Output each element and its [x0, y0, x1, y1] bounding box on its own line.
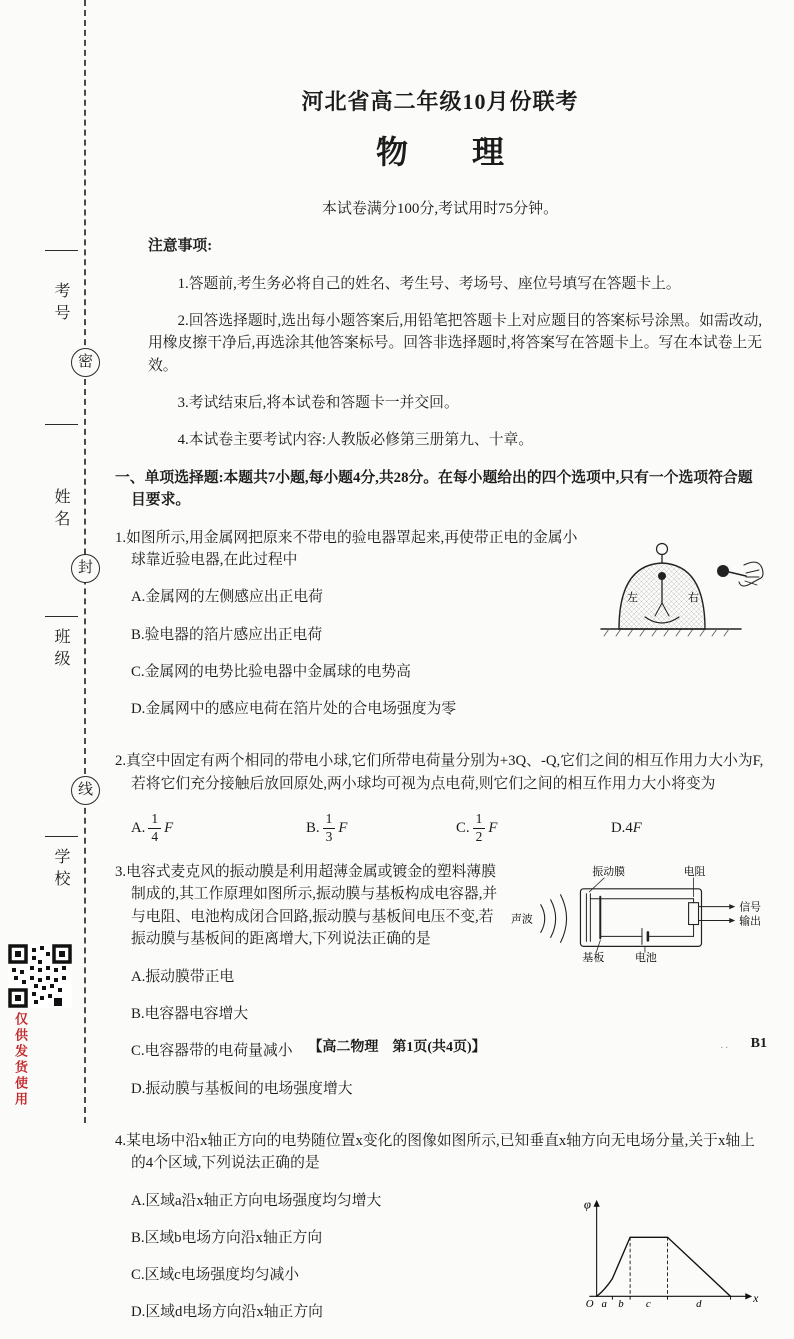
figure-label-membrane: 振动膜: [592, 865, 626, 878]
charged-ball-icon: [717, 565, 729, 577]
note-item: 4.本试卷主要考试内容:人教版必修第三册第九、十章。: [177, 432, 534, 449]
figure-label-right: 右: [688, 591, 699, 604]
question-stem: 3.电容式麦克风的振动膜是利用超薄金属或镀金的塑料薄膜制成的,其工作原理如图所示,振动膜与基板构成电容器,并与电阻、电池构成闭合回路,振动膜与基板间电压不变,若振动膜与基板间的距离增大,下列说法正确的是: [115, 863, 498, 948]
exam-body: [115, 0, 765, 1339]
qr-code: [8, 944, 72, 1008]
figure-label-battery: 电池: [635, 952, 657, 965]
option-c: [456, 812, 611, 845]
seal-circle-mi: 密: [71, 348, 100, 377]
option-d: D.振动膜与基板间的电场强度增大: [131, 1080, 353, 1097]
option-variable: F: [338, 819, 348, 836]
footer-dots: ..: [720, 1039, 730, 1051]
potential-graph-icon: [573, 1190, 765, 1310]
page-title: 河北省高二年级10月份联考: [301, 89, 579, 114]
axis-label-x: x: [753, 1290, 759, 1305]
question-stem: 4.某电场中沿x轴正方向的电势随位置x变化的图像如图所示,已知垂直x轴方向无电场分量,关于x轴上的4个区域,下列说法正确的是: [115, 1132, 755, 1172]
option-label: A.: [131, 819, 146, 836]
question-1: [115, 527, 765, 736]
seal-circle-feng: 封: [71, 554, 100, 583]
option-a: [131, 812, 306, 845]
option-b: B.区域b电场方向沿x轴正方向: [131, 1229, 323, 1246]
option-b: [306, 812, 456, 845]
fraction: $\frac{1}{3}$: [323, 812, 336, 845]
option-b: B.电容器电容增大: [131, 1006, 249, 1023]
exam-info: 本试卷满分100分,考试用时75分钟。: [321, 201, 559, 218]
question-2: [115, 750, 765, 846]
option-a: A.区域a沿x轴正方向电场强度均匀增大: [131, 1192, 382, 1209]
seal-write-line: [45, 836, 78, 837]
question-stem: 2.真空中固定有两个相同的带电小球,它们所带电荷量分别为+3Q、-Q,它们之间的相互作用力大小为F,若将它们充分接触后放回原处,两小球均可视为点电荷,则它们之间的相互作用力大小将变为: [115, 753, 764, 792]
footer-code: B1: [750, 1036, 767, 1051]
origin-label: O: [585, 1297, 594, 1310]
microphone-figure: [509, 863, 765, 964]
option-c: C.电容器带的电荷量减小: [131, 1043, 293, 1060]
note-item: 2.回答选择题时,选出每小题答案后,用铅笔把答题卡上对应题目的答案标号涂黑。如需改动,用橡皮擦干净后,再选涂其他答案标号。回答非选择题时,将答案写在答题卡上。写在本试卷上无效。: [148, 312, 763, 374]
seal-write-line: [45, 616, 78, 617]
option-d: D.金属网中的感应电荷在箔片处的合电场强度为零: [131, 701, 457, 718]
seal-label-school: 学校: [52, 848, 69, 892]
figure-label-signal: 信号: [739, 901, 762, 914]
option-a: A.振动膜带正电: [131, 968, 235, 985]
option-c: C.金属网的电势比验电器中金属球的电势高: [131, 663, 411, 680]
option-a: A.金属网的左侧感应出正电荷: [131, 589, 323, 606]
option-variable: F: [632, 819, 642, 836]
option-label: D.: [611, 819, 626, 836]
option-c: C.区域c电场强度均匀减小: [131, 1267, 300, 1284]
option-label: C.: [456, 819, 470, 836]
seal-write-line: [45, 424, 78, 425]
electroscope-figure-icon: [589, 529, 765, 644]
figure-label-base-plate: 基板: [582, 952, 605, 965]
potential-graph-figure: [573, 1190, 765, 1310]
region-label-c: c: [645, 1297, 651, 1310]
figure-label-resistor: 电阻: [683, 865, 706, 878]
seal-write-line: [45, 250, 78, 251]
axis-label-phi: φ: [583, 1197, 591, 1212]
note-item: 3.考试结束后,将本试卷和答题卡一并交回。: [177, 395, 459, 412]
figure-label-output: 输出: [739, 915, 762, 928]
fraction: $\frac{1}{4}$: [148, 812, 161, 845]
option-d: [611, 817, 642, 840]
seal-label-class: 班级: [52, 628, 69, 672]
region-label-d: d: [696, 1297, 702, 1310]
option-d: D.区域d电场方向沿x轴正方向: [131, 1304, 323, 1321]
figure-label-soundwave: 声波: [510, 913, 533, 926]
electroscope-figure: [589, 529, 765, 644]
qr-code-icon: [8, 944, 72, 1008]
option-variable: F: [164, 819, 174, 836]
notes-heading: 注意事项:: [148, 238, 213, 255]
hand-icon: [739, 562, 763, 586]
option-variable: F: [488, 819, 498, 836]
question-4: [115, 1130, 765, 1339]
footer-page-info: 【高二物理 第1页(共4页)】: [308, 1040, 486, 1055]
note-item: 1.答题前,考生务必将自己的姓名、考生号、考场号、座位号填写在答题卡上。: [177, 275, 681, 292]
figure-label-left: 左: [627, 591, 638, 604]
option-row: [115, 810, 765, 846]
option-label: B.: [306, 819, 320, 836]
question-stem: 1.如图所示,用金属网把原来不带电的验电器罩起来,再使带正电的金属小球靠近验电器,在此过程中: [115, 529, 578, 569]
region-label-b: b: [618, 1297, 624, 1310]
microphone-figure-icon: [509, 863, 765, 964]
question-3: [115, 861, 765, 1115]
page-footer: [0, 1036, 794, 1056]
fraction: $\frac{1}{2}$: [473, 812, 486, 845]
seal-label-exam-number: 考号: [52, 282, 69, 326]
region-label-a: a: [601, 1297, 607, 1310]
section-heading: 一、单项选择题:本题共7小题,每小题4分,共28分。在每小题给出的四个选项中,只有一个选项符合题目要求。: [115, 469, 753, 509]
notes-section: [148, 235, 765, 452]
seal-label-name: 姓名: [52, 488, 69, 532]
option-coefficient: 4: [625, 819, 633, 836]
subject-title: 物 理: [375, 133, 504, 170]
seal-circle-xian: 线: [71, 776, 100, 805]
option-b: B.验电器的箔片感应出正电荷: [131, 626, 323, 643]
qr-caption: 仅供发货使用: [13, 1012, 28, 1108]
